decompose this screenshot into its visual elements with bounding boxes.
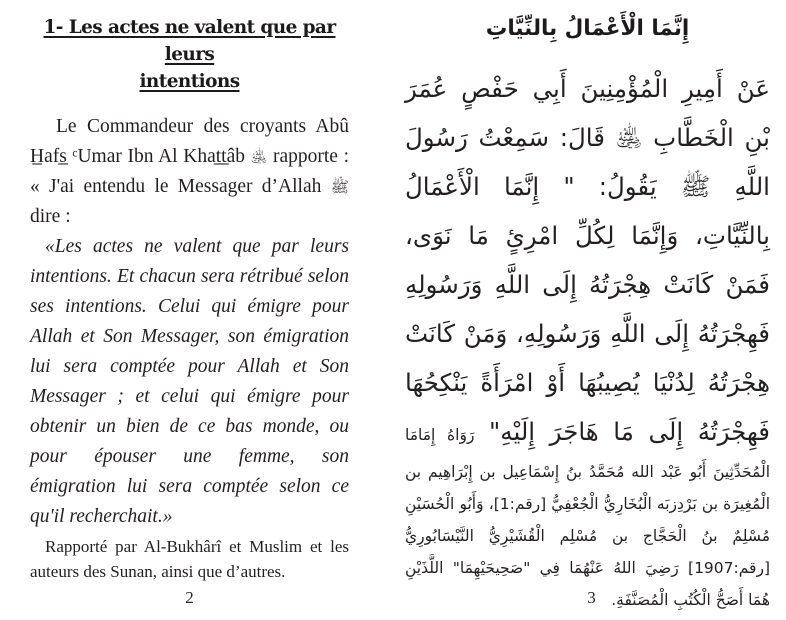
intro-text: Le Commandeur des croyants Abû H̲afs̲ ᶜUmar Ibn Al Khat̲t̲âb xyxy=(30,116,349,167)
chapter-title-line-1: 1- Les actes ne valent que par leurs xyxy=(43,17,336,65)
hadith-takhrij: أَبُو عَبْد الله مُحَمَّدُ بنُ إِسْمَاعِيل بن إِبْرَاهِيم بن الْمُغِيرَة بن بَرْدِزبَه الْبُخَارِيُّ الْجُعْفِيُّ [رقم:1]، وَأَبُو الْحُسَيْنِ مُسْلِمٌ بنُ الْحَجَّاج بن مُسْلِم الْقُشَيْرِيُّ النَّيْسَابُورِيُّ [رقم:1907] رَضِيَ اللهُ عَنْهُمَا فِي "صَحِيحَيْهِمَا" اللَّذَيْنِ هُمَا أَصَحُّ الْكُتُبِ الْمُصَنَّفَةِ. xyxy=(405,463,771,609)
intro-paragraph xyxy=(30,112,349,232)
arabic-hadith-block xyxy=(405,64,770,616)
hadith-translation-quote: «Les actes ne valent que par leurs intentions. Et chacun sera rétribué selon ses intentions. Celui qui émigre pour Allah et Son Messager, son émigration lui sera comptée pour Allah et Son Messager ; et celui qui émigre pour obtenir un bien de ce bas monde, ou pour épouser une femme, son émigration lui sera comptée selon ce qu'il recherchait.» xyxy=(30,236,349,527)
intro-text: rapporte : « J'ai entendu le Messager d’Allah xyxy=(30,146,349,197)
sallallahu-alayhi-wa-sallam-icon: ﷺ xyxy=(330,178,349,196)
hadith-attribution: رَوَاهُ إِمَامَا الْمُحَدِّثِينَ xyxy=(405,426,770,481)
arabic-title: إِنَّمَا الْأَعْمَالُ بِالنِّيَّاتِ xyxy=(485,16,690,41)
intro-text: dire : xyxy=(30,206,71,227)
source-note: Rapporté par Al-Bukhârî et Muslim et les auteurs des Sunan, ainsi que d’autres. xyxy=(30,537,349,581)
chapter-title xyxy=(30,14,349,95)
right-page xyxy=(393,0,786,620)
page-number-right: 3 xyxy=(587,588,596,607)
hadith-arabic-text: عَنْ أَمِيرِ الْمُؤْمِنِينَ أَبِي حَفْصٍ عُمَرَ بْنِ الْخَطَّابِ ﵁ قَالَ: سَمِعْتُ رَسُولَ اللَّهِ ﷺ يَقُولُ: " إِنَّمَا الْأَعْمَالُ بِالنِّيَّاتِ، وَإِنَّمَا لِكُلِّ امْرِئٍ مَا نَوَى، فَمَنْ كَانَتْ هِجْرَتُهُ إِلَى اللَّهِ وَرَسُولِهِ فَهِجْرَتُهُ إِلَى اللَّهِ وَرَسُولِهِ، وَمَنْ كَانَتْ هِجْرَتُهُ لِدُنْيَا يُصِيبُهَا أَوْ امْرَأَةً يَنْكِحُهَا فَهِجْرَتُهُ إِلَى مَا هَاجَرَ إِلَيْهِ" xyxy=(405,74,770,446)
radi-allahu-anhu-icon: ﵁ xyxy=(250,148,268,166)
chapter-title-line-2: intentions xyxy=(139,71,240,92)
page-number-left: 2 xyxy=(185,588,194,607)
